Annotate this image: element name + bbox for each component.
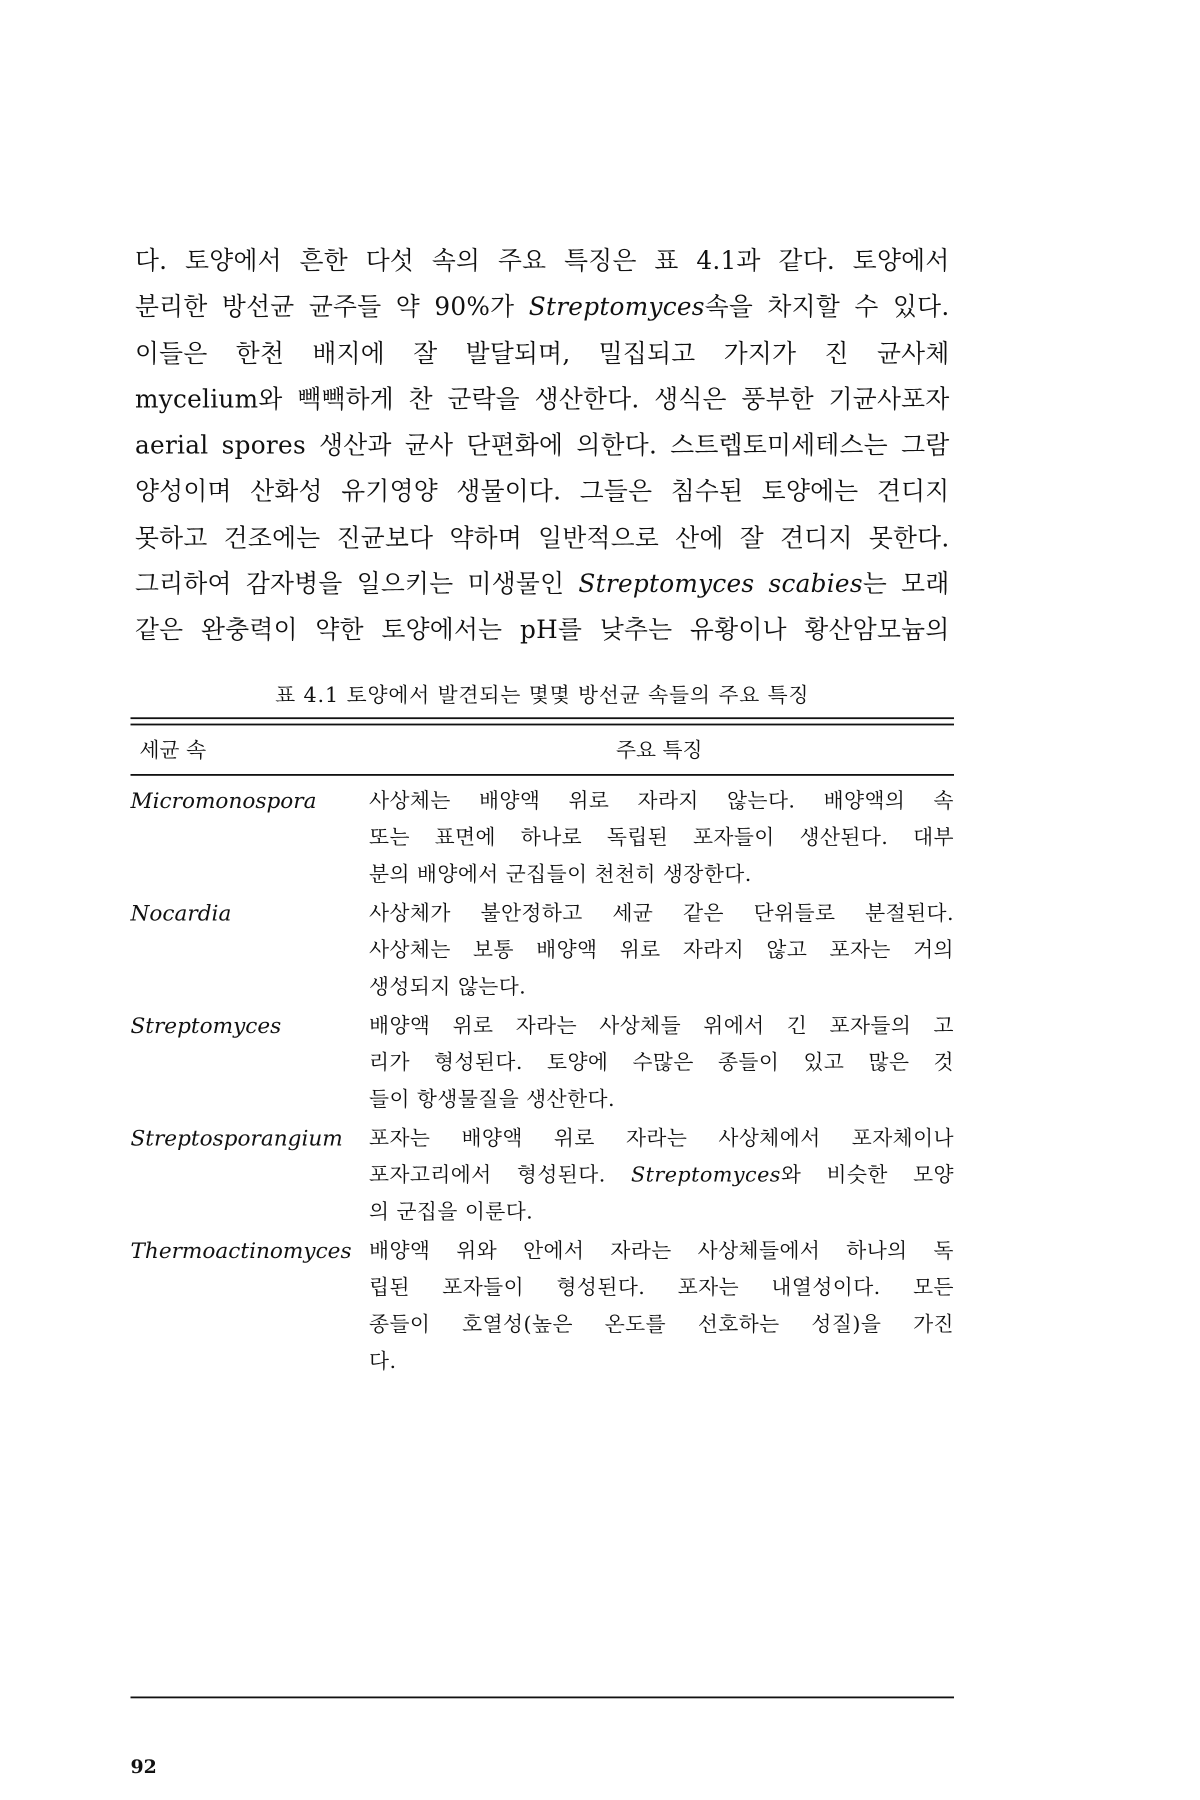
table-top-rule <box>131 717 955 719</box>
genus-feature-description <box>369 896 954 1007</box>
text-segment: 리가 형성된다. 토양에 수많은 종들이 있고 많은 것 <box>369 1051 954 1075</box>
feature-line <box>369 783 954 820</box>
genus-name: Nocardia <box>130 900 232 927</box>
text-segment: aerial spores 생산과 균사 단편화에 의한다. 스트렙토미세테스는 그람 <box>135 431 950 461</box>
text-segment: 속을 차지할 수 있다. <box>704 292 950 322</box>
feature-line <box>369 1344 954 1381</box>
body-line <box>135 285 950 331</box>
feature-line <box>369 1233 954 1270</box>
text-segment: 그리하여 감자병을 일으키는 미생물인 <box>135 569 579 599</box>
text-segment: 사상체는 보통 배양액 위로 자라지 않고 포자는 거의 <box>369 938 954 963</box>
feature-line <box>369 1082 954 1119</box>
italic-term: Streptomyces <box>630 1163 781 1188</box>
text-segment: 사상체가 불안정하고 세균 같은 단위들로 분절된다. <box>369 901 954 926</box>
text-segment: 이들은 한천 배지에 잘 발달되며, 밀집되고 가지가 진 균사체 <box>135 338 950 368</box>
text-segment: 못하고 건조에는 진균보다 약하며 일반적으로 산에 잘 견디지 못한다. <box>135 523 950 553</box>
italic-term: Streptomyces <box>528 292 705 322</box>
table-top-rule-second <box>131 724 955 726</box>
genus-name: Micromonospora <box>130 788 317 814</box>
text-segment: 다. 토양에서 흔한 다섯 속의 주요 특징은 표 4.1과 같다. 토양에서 <box>135 246 950 276</box>
text-segment: 분리한 방선균 균주들 약 90%가 <box>135 292 529 322</box>
feature-line <box>369 1307 954 1344</box>
body-line <box>135 423 950 469</box>
text-segment: 들이 항생물질을 생산한다. <box>369 1088 616 1112</box>
feature-line <box>369 969 954 1006</box>
genus-feature-description <box>369 1008 954 1119</box>
text-segment: 배양액 위로 자라는 사상체들 위에서 긴 포자들의 고 <box>369 1014 954 1038</box>
body-line <box>135 239 950 285</box>
body-line <box>135 608 950 654</box>
text-segment: 립된 포자들이 형성된다. 포자는 내열성이다. 모든 <box>369 1276 954 1300</box>
text-segment: 는 모래 <box>862 569 950 599</box>
feature-line <box>369 857 954 894</box>
table-caption: 표 4.1 토양에서 발견되는 몇몇 방선균 속들의 주요 특징 <box>275 684 810 708</box>
feature-line <box>369 1008 954 1045</box>
feature-line <box>369 932 954 969</box>
text-segment: 의 군집을 이룬다. <box>369 1200 534 1224</box>
text-segment: 양성이며 산화성 유기영양 생물이다. 그들은 침수된 토양에는 견디지 <box>135 477 950 507</box>
text-segment: 포자고리에서 형성된다. <box>369 1163 631 1188</box>
text-segment: 사상체는 배양액 위로 자라지 않는다. 배양액의 속 <box>369 789 954 813</box>
genus-name: Streptosporangium <box>130 1125 343 1152</box>
genus-feature-description <box>369 1233 954 1381</box>
text-segment: 또는 표면에 하나로 독립된 포자들이 생산된다. 대부 <box>369 826 954 850</box>
body-line <box>135 469 950 515</box>
genus-name: Streptomyces <box>130 1013 282 1039</box>
feature-line <box>369 1270 954 1307</box>
text-segment: 종들이 호열성(높은 온도를 선호하는 성질)을 가진 <box>369 1313 954 1337</box>
text-segment: 같은 완충력이 약한 토양에서는 pH를 낮추는 유황이나 황산암모늄의 <box>135 615 950 645</box>
feature-line <box>369 1157 954 1194</box>
text-segment: 포자는 배양액 위로 자라는 사상체에서 포자체이나 <box>369 1126 954 1151</box>
table-bottom-rule <box>131 1697 955 1699</box>
page-number: 92 <box>130 1755 157 1778</box>
feature-line <box>369 1121 954 1158</box>
feature-line <box>369 896 954 933</box>
feature-line <box>369 1194 954 1231</box>
text-segment: 다. <box>369 1350 397 1374</box>
table-header-row <box>131 731 955 771</box>
text-segment: 배양액 위와 안에서 자라는 사상체들에서 하나의 독 <box>369 1239 954 1263</box>
table-header-rule <box>131 774 955 775</box>
text-segment: 생성되지 않는다. <box>369 975 527 999</box>
text-segment: 분의 배양에서 군집들이 천천히 생장한다. <box>369 863 752 887</box>
body-paragraph <box>135 239 950 655</box>
body-line <box>135 562 950 608</box>
text-segment: mycelium와 빽빽하게 찬 군락을 생산한다. 생식은 풍부한 기균사포자 <box>135 385 950 414</box>
genus-name: Thermoactinomyces <box>130 1238 352 1264</box>
genus-feature-description <box>369 1121 954 1232</box>
feature-line <box>369 820 954 857</box>
genus-feature-description <box>369 783 954 894</box>
table-header-feature: 주요 특징 <box>615 738 703 763</box>
text-segment: 와 비슷한 모양 <box>780 1163 954 1188</box>
table-header-genus: 세균 속 <box>139 738 207 763</box>
italic-term: Streptomyces scabies <box>578 569 863 599</box>
body-line <box>135 516 950 562</box>
body-line <box>135 331 950 377</box>
body-line <box>135 377 950 423</box>
feature-line <box>369 1045 954 1082</box>
